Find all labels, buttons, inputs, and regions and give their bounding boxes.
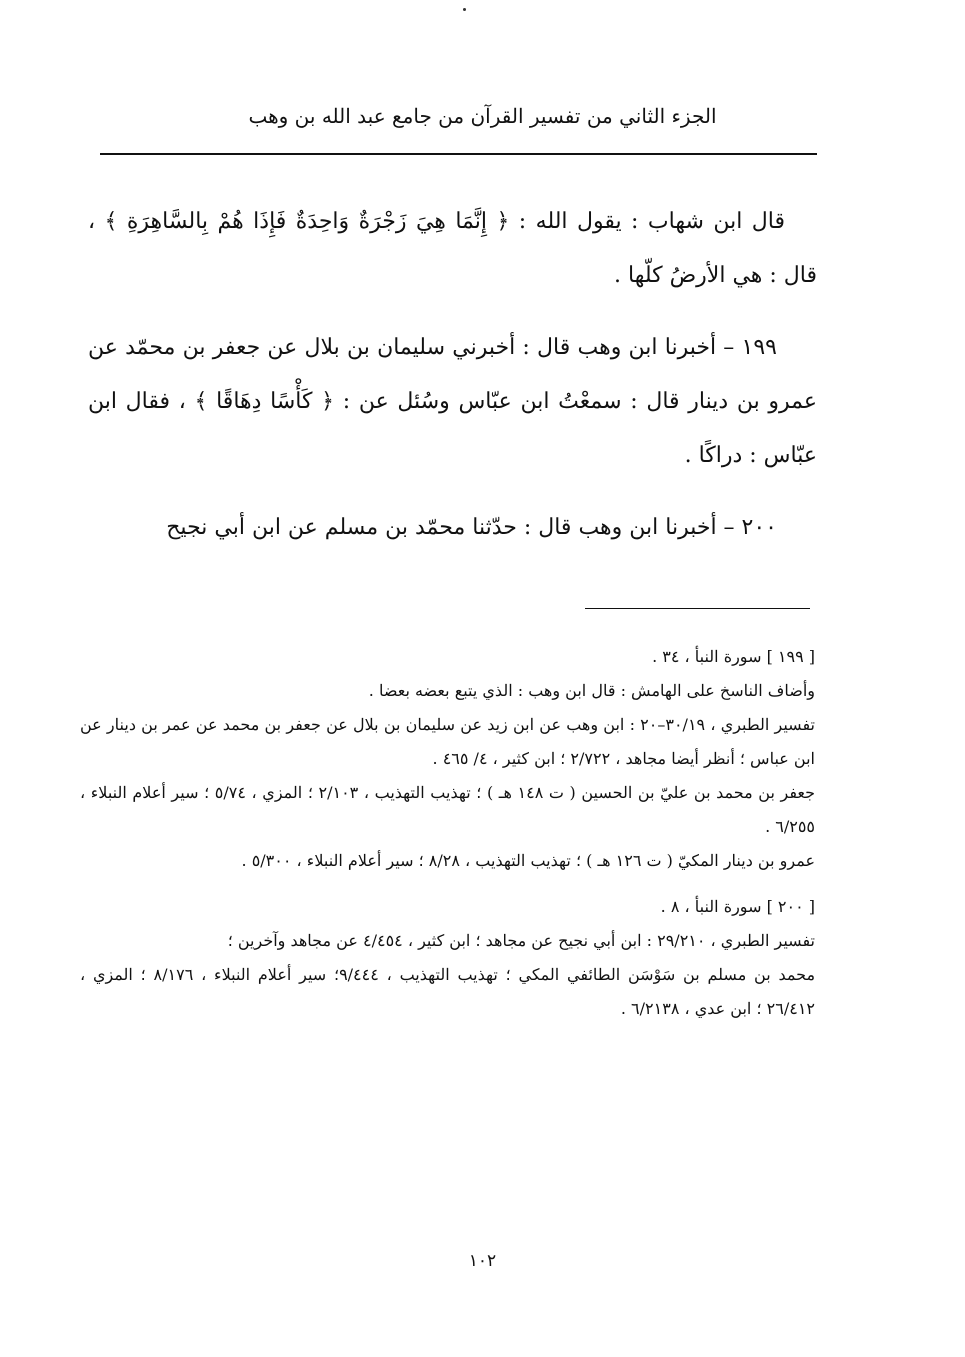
footnote-muhammad: محمد بن مسلم بن سَوْسَن الطائفي المكي ؛ تهذيب التهذيب ، ٩/٤٤٤؛ سير أعلام النبلاء ، ٨/١٧٦ ؛ المزي ، ٢٦/٤١٢ ؛ ابن عدي ، ٦/٢١٣٨ . xyxy=(80,965,816,1018)
footnote-margin-note: وأضاف الناسخ على الهامش : قال ابن وهب : الذي يتبع بعضه بعضا . xyxy=(368,681,815,700)
footnote-amr: عمرو بن دينار المكيّ ( ت ١٢٦ هـ ) ؛ تهذيب التهذيب ، ٨/٢٨ ؛ سير أعلام النبلاء ، ٥/٣٠٠ . xyxy=(241,851,815,870)
footnote-gap xyxy=(80,878,815,890)
footnote-jafar: جعفر بن محمد بن عليّ بن الحسين ( ت ١٤٨ هـ ) ؛ تهذيب التهذيب ، ٢/١٠٣ ؛ المزي ، ٥/٧٤ ؛ سير أعلام النبلاء ، ٦/٢٥٥ . xyxy=(80,783,816,836)
page-number: ١٠٢ xyxy=(468,1251,497,1271)
footnote-199-sura: [ ١٩٩ ] سورة النبأ ، ٣٤ . xyxy=(652,647,815,666)
footnote-tabari-200: تفسير الطبري ، ٢٩/٢١٠ : ابن أبي نجيح عن مجاهد ؛ ابن كثير ، ٤/٤٥٤ عن مجاهد وآخرين ؛ xyxy=(227,931,815,950)
footnote-separator xyxy=(585,608,810,609)
scan-dot xyxy=(463,8,466,11)
running-header: الجزء الثاني من تفسير القرآن من جامع عبد الله بن وهب xyxy=(248,104,717,128)
main-text xyxy=(88,195,817,573)
footnote-tabari-199: تفسير الطبري ، ٣٠/١٩–٢٠ : ابن وهب عن ابن زيد عن سليمان بن بلال عن جعفر بن محمد عن عمر بن دينار عن ابن عباس ؛ أنظر أيضا مجاهد ، ٢/٧٢٢ ؛ ابن كثير ، ٤/ ٤٦٥ . xyxy=(80,715,816,768)
header-divider xyxy=(100,153,817,155)
paragraph-200: ٢٠٠ – أخبرنا ابن وهب قال : حدّثنا محمّد بن مسلم عن ابن أبي نجيح xyxy=(166,515,777,540)
paragraph-ibn-shihab: قال ابن شهاب : يقول الله : ﴿ إِنَّمَا هِيَ زَجْرَةٌ وَاحِدَةٌ فَإِذَا هُمْ بِالسَّاهِرَةِ ﴾ ، قال : هي الأرضُ كلّها . xyxy=(88,209,817,288)
footnote-200-sura: [ ٢٠٠ ] سورة النبأ ، ٨ . xyxy=(660,897,815,916)
footnotes xyxy=(80,640,815,1026)
paragraph-199: ١٩٩ – أخبرنا ابن وهب قال : أخبرني سليمان بن بلال عن جعفر بن محمّد عن عمرو بن دينار قال : سمعْتُ ابن عبّاس وسُئل عن : ﴿ كَأْسًا دِهَاقًا ﴾ ، فقال ابن عبّاس : دراكًا . xyxy=(88,335,817,468)
